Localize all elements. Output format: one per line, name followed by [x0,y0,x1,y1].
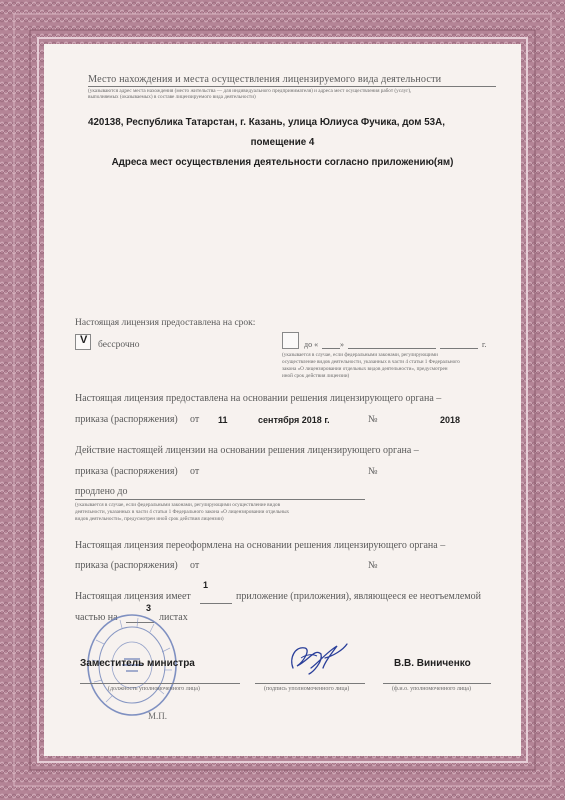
name-line [383,683,491,684]
validity-order-label: приказа (распоряжения) [75,466,178,477]
header-note-2: выполняемых (оказываемых) в составе лицензируемого вида деятельности) [88,94,256,100]
term-note-1: (указывается в случае, если федеральными законами, регулирующими [282,352,438,358]
validity-number-sign: № [368,466,378,477]
address-line-2: помещение 4 [250,137,315,148]
term-note-3: закона «О лицензировании отдельных видов деятельности», предусмотрен [282,366,448,372]
indefinite-label: бессрочно [98,340,140,350]
basis-number: 2018 [440,415,461,425]
reissue-from: от [190,560,200,571]
term-note-4: иной срок действия лицензии) [282,373,350,379]
appendix-suffix: приложение (приложения), являющееся ее неотъемлемой [236,591,481,602]
basis-number-sign: № [368,414,378,425]
checkmark: V [80,334,88,346]
until-day-line [322,348,340,349]
address-line-3: Адреса мест осуществления деятельности согласно приложению(ям) [111,157,454,168]
basis-day: 11 [218,415,228,425]
position-line [80,683,240,684]
until-prefix: до « [304,340,319,349]
appendix-part-prefix: частью на [75,612,118,623]
header-title: Место нахождения и места осуществления лицензируемого вида деятельности [88,74,442,85]
validity-underline [75,499,365,500]
signature-name: В.В. Виниченко [394,658,471,669]
signature-position: Заместитель министра [80,658,195,669]
until-month-line [348,348,436,349]
basis-order-label: приказа (распоряжения) [75,414,178,425]
reissue-number-sign: № [368,560,378,571]
validity-from: от [190,466,200,477]
validity-note-2: деятельности, указанных в части 4 статьи 1 Федерального закона «О лицензировании отдельных [75,509,290,515]
header-underline [88,86,496,87]
until-mid: » [340,340,344,349]
until-year-suffix: г. [482,340,487,349]
handwritten-signature [275,632,355,682]
validity-note-1: (указывается в случае, если федеральными законами, регулирующими осуществление видов [75,502,281,508]
appendix-count: 1 [203,580,209,590]
appendix-sheets: 3 [146,603,152,613]
basis-intro: Настоящая лицензия предоставлена на основании решения лицензирующего органа – [75,393,442,404]
basis-from: от [190,414,200,425]
caption-signature: (подпись уполномоченного лица) [264,686,350,692]
validity-intro: Действие настоящей лицензии на основании решения лицензирующего органа – [75,445,419,456]
appendix-prefix: Настоящая лицензия имеет [75,591,191,602]
validity-extended: продлено до [75,486,128,497]
reissue-intro: Настоящая лицензия переоформлена на основании решения лицензирующего органа – [75,540,446,551]
signature-line [255,683,365,684]
term-until-checkbox [282,332,299,349]
caption-name: (ф.и.о. уполномоченного лица) [392,686,471,692]
until-year-line [440,348,478,349]
header-note-1: (указываются адрес места нахождения (место жительства — для индивидуального предпринимателя) и адреса мест осуществления работ (услуг), [88,88,412,94]
appendix-count-line [200,603,232,604]
caption-position: (должность уполномоченного лица) [108,686,200,692]
basis-month-year: сентября 2018 г. [258,415,330,425]
term-intro: Настоящая лицензия предоставлена на срок: [75,318,256,328]
mp-label: М.П. [148,711,168,721]
reissue-order-label: приказа (распоряжения) [75,560,178,571]
term-note-2: осуществление видов деятельности, указанных в части 4 статьи 1 Федерального [282,359,460,365]
appendix-part-suffix: листах [159,612,188,623]
address-line-1: 420138, Республика Татарстан, г. Казань, улица Юлиуса Фучика, дом 53А, [88,117,445,128]
validity-note-3: видов деятельности», предусмотрен иной срок действия лицензии) [75,516,224,522]
